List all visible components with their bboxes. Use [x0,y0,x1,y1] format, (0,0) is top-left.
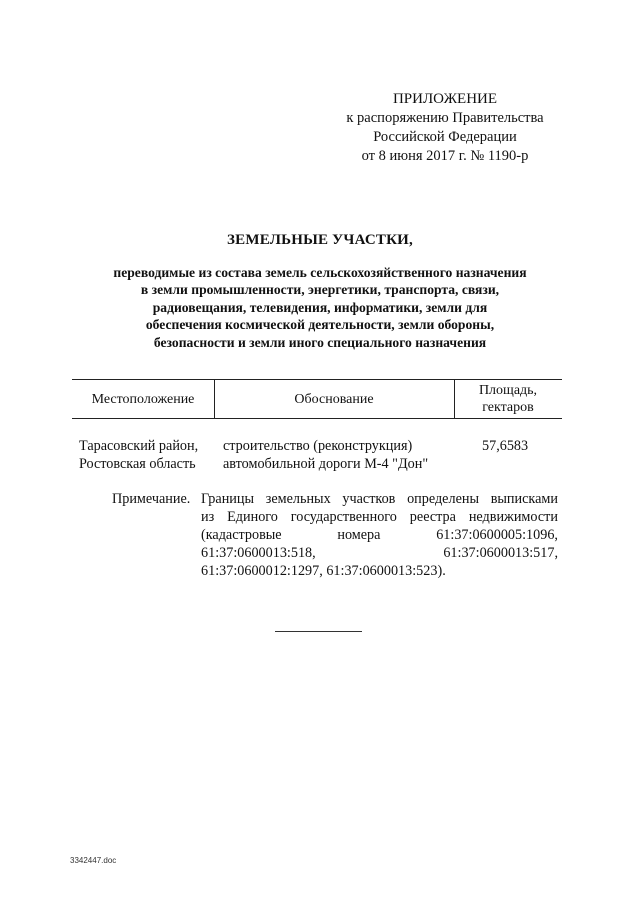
table-top-border [72,379,562,380]
appendix-line-1: к распоряжению Правительства [346,110,544,126]
note-line [201,526,558,544]
subtitle-line: безопасности и земли иного специального назначения [153,334,487,350]
cell-area: 57,6583 [482,438,529,454]
note-word: земельных [265,491,331,507]
note-word: 61:37:0600005:1096, [436,527,558,543]
note-word: 61:37:0600013:517, [443,545,558,561]
appendix-line-2: Российской Федерации [373,129,517,145]
document-subtitle [70,264,570,351]
cell-line: строительство (реконструкция) [223,438,413,454]
note-word: Единого [227,509,278,525]
header-basis: Обоснование [294,392,374,407]
note-word: (кадастровые [201,527,282,543]
note-label: Примечание. [112,491,191,507]
header-area-line: гектаров [482,400,534,415]
document-title: ЗЕМЕЛЬНЫЕ УЧАСТКИ, [227,232,413,248]
header-location: Местоположение [91,392,195,407]
note-word: Границы [201,491,255,507]
note-line [201,508,558,526]
cell-line: автомобильной дороги М-4 "Дон" [223,456,429,472]
subtitle-line: обеспечения космической деятельности, земли обороны, [145,317,495,333]
appendix-line-3: от 8 июня 2017 г. № 1190-р [361,148,529,164]
note-word: государственного [290,509,397,525]
cell-location [79,437,198,473]
subtitle-line: переводимые из состава земель сельскохозяйственного назначения [113,265,527,280]
note-word: 61:37:0600013:518, [201,545,316,561]
note-word: реестра [409,509,456,525]
appendix-heading: ПРИЛОЖЕНИЕ [392,91,498,107]
cell-line: Тарасовский район, [79,438,199,454]
header-area-line: Площадь, [478,383,538,398]
table-header-border [72,418,562,419]
note-word: выписками [490,491,558,507]
note-word: номера [337,527,381,543]
cell-basis [223,437,428,473]
note-word: 61:37:0600012:1297, 61:37:0600013:523). [201,563,446,579]
header-area [454,382,562,416]
note-line [201,490,558,508]
note-word: участков [342,491,396,507]
note-line [201,544,558,562]
note-word: недвижимости [468,509,558,525]
appendix-block [330,90,560,166]
subtitle-line: в земли промышленности, энергетики, транспорта, связи, [140,282,500,298]
note-word: определены [407,491,479,507]
document-id: 3342447.doc [70,856,117,865]
note-text [201,490,558,580]
closing-separator [275,631,362,632]
note-line [201,562,558,580]
subtitle-line: радиовещания, телевидения, информатики, земли для [152,299,488,315]
cell-line: Ростовская область [79,456,196,472]
note-word: из [201,509,215,525]
